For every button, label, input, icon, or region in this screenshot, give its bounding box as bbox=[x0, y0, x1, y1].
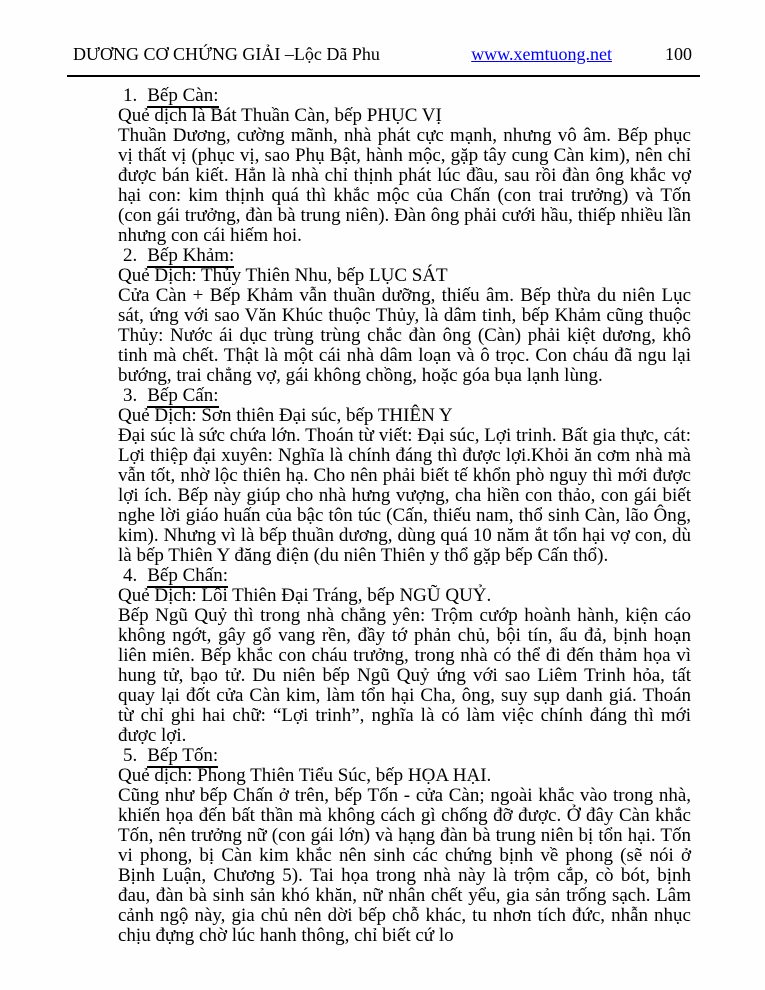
section-number: 2. bbox=[123, 245, 138, 266]
section-heading: Bếp Chấn: bbox=[147, 565, 228, 586]
section-body: Thuần Dương, cường mãnh, nhà phát cực mạnh, nhưng vô âm. Bếp phục vị thất vị (phục vị, sao Phụ Bật, hành mộc, gặp tây cung Càn kim), nên chỉ được bán kiết. Hẳn là nhà chỉ thịnh phát lúc đầu, sau rồi đàn ông khắc vợ hại con: kim thịnh quá thì khắc mộc của Chấn (con trai trưởng) và Tốn (con gái trưởng, đàn bà trung niên). Đàn ông phải cưới hầu, thiếp nhiều lần nhưng con cái hiếm hoi. bbox=[118, 125, 691, 246]
section bbox=[118, 86, 691, 246]
section-subtitle: Quẻ Dịch: Lôi Thiên Đại Tráng, bếp NGŨ QUỶ. bbox=[118, 585, 492, 606]
sections bbox=[118, 86, 691, 946]
section bbox=[118, 566, 691, 746]
section-heading-row bbox=[118, 86, 691, 106]
section-heading-row bbox=[118, 746, 691, 766]
section-heading-row bbox=[118, 566, 691, 586]
section-subtitle: Quẻ Dịch: Sơn thiên Đại súc, bếp THIÊN Y bbox=[118, 405, 453, 426]
section-heading: Bếp Càn: bbox=[147, 85, 219, 106]
page-header bbox=[73, 44, 692, 65]
section-heading-row bbox=[118, 386, 691, 406]
page-number: 100 bbox=[665, 44, 692, 64]
section bbox=[118, 246, 691, 386]
section-heading-row bbox=[118, 246, 691, 266]
section-subtitle: Quẻ dịch là Bát Thuần Càn, bếp PHỤC VỊ bbox=[118, 105, 442, 126]
website-link[interactable]: www.xemtuong.net bbox=[471, 44, 612, 64]
section bbox=[118, 746, 691, 946]
section bbox=[118, 386, 691, 566]
section-body: Cửa Càn + Bếp Khảm vẫn thuần dưỡng, thiếu âm. Bếp thừa du niên Lục sát, ứng với sao Văn Khúc thuộc Thủy, là dâm tinh, bếp Khảm cũng thuộc Thủy: Nước ái dục trùng trùng chắc đàn ông (Càn) phải kiệt dương, khô tinh mà chết. Thật là một cái nhà dâm loạn và ô trọc. Con cháu đã ngu lại bướng, trai chẳng vợ, gái không chồng, hoặc góa bụa lạnh lùng. bbox=[118, 285, 691, 386]
section-body: Đại súc là sức chứa lớn. Thoán từ viết: Đại súc, Lợi trinh. Bất gia thực, cát: Lợi thiệp đại xuyên: Nghĩa là chính đáng thì được lợi.Khỏi ăn cơm nhà mà vẫn tốt, nhờ lộc thiên hạ. Cho nên phải biết tế khổn phò nguy thì mới được lợi ích. Bếp này giúp cho nhà hưng vượng, cha hiền con thảo, con gái biết nghe lời giáo huấn của bậc tôn túc (Cấn, thiếu nam, thổ sinh Càn, lão Ông, kim). Nhưng vì là bếp thuần dương, dùng quá 10 năm ắt tổn hại vợ con, dù là bếp Thiên Y đăng điện (du niên Thiên y thổ gặp bếp Cấn thổ). bbox=[118, 425, 691, 566]
section-number: 5. bbox=[123, 745, 138, 766]
section-number: 4. bbox=[123, 565, 138, 586]
section-number: 3. bbox=[123, 385, 138, 406]
section-heading: Bếp Khảm: bbox=[147, 245, 235, 266]
section-number: 1. bbox=[123, 85, 138, 106]
section-heading: Bếp Cấn: bbox=[147, 385, 219, 406]
section-body: Bếp Ngũ Quỷ thì trong nhà chẳng yên: Trộm cướp hoành hành, kiện cáo không ngớt, gây gổ vang rền, đầy tớ phản chủ, bội tín, ẩu đả, bịnh hoạn liên miên. Bếp khắc con cháu trưởng, trong nhà có thể đi đến thảm họa vì hung tử, bạo tử. Du niên bếp Ngũ Quỷ ứng với sao Liêm Trinh hỏa, tất quay lại đốt cửa Càn kim, làm tổn hại Cha, ông, suy sụp danh giá. Thoán từ chỉ ghi hai chữ: “Lợi trinh”, nghĩa là có làm việc chính đáng thì mới được lợi. bbox=[118, 605, 691, 746]
document-title: DƯƠNG CƠ CHỨNG GIẢI –Lộc Dã Phu bbox=[73, 44, 380, 64]
section-heading: Bếp Tốn: bbox=[147, 745, 219, 766]
section-subtitle: Quẻ dịch: Phong Thiên Tiểu Súc, bếp HỌA HẠI. bbox=[118, 765, 492, 786]
header-divider bbox=[67, 75, 700, 77]
section-body: Cũng như bếp Chấn ở trên, bếp Tốn - cửa Càn; ngoài khắc vào trong nhà, khiến họa đến bất thần mà không cách gì chống đỡ được. Ở đây Càn khắc Tốn, nên trưởng nữ (con gái lớn) và hạng đàn bà trung niên bị tổn hại. Tốn vi phong, bị Càn kim khắc nên sinh các chứng bịnh về phong (sẽ nói ở Bịnh Luận, Chương 5). Tai họa trong nhà này là trộm cắp, cò bót, bịnh đau, đàn bà sinh sản khó khăn, nữ nhân chết yểu, gia sản trống sạch. Lâm cảnh ngộ này, gia chủ nên dời bếp chỗ khác, tu nhơn tích đức, nhẫn nhục chịu đựng chờ lúc hanh thông, chỉ biết cứ lo bbox=[118, 785, 691, 946]
section-subtitle: Quẻ Dịch: Thủy Thiên Nhu, bếp LỤC SÁT bbox=[118, 265, 448, 286]
